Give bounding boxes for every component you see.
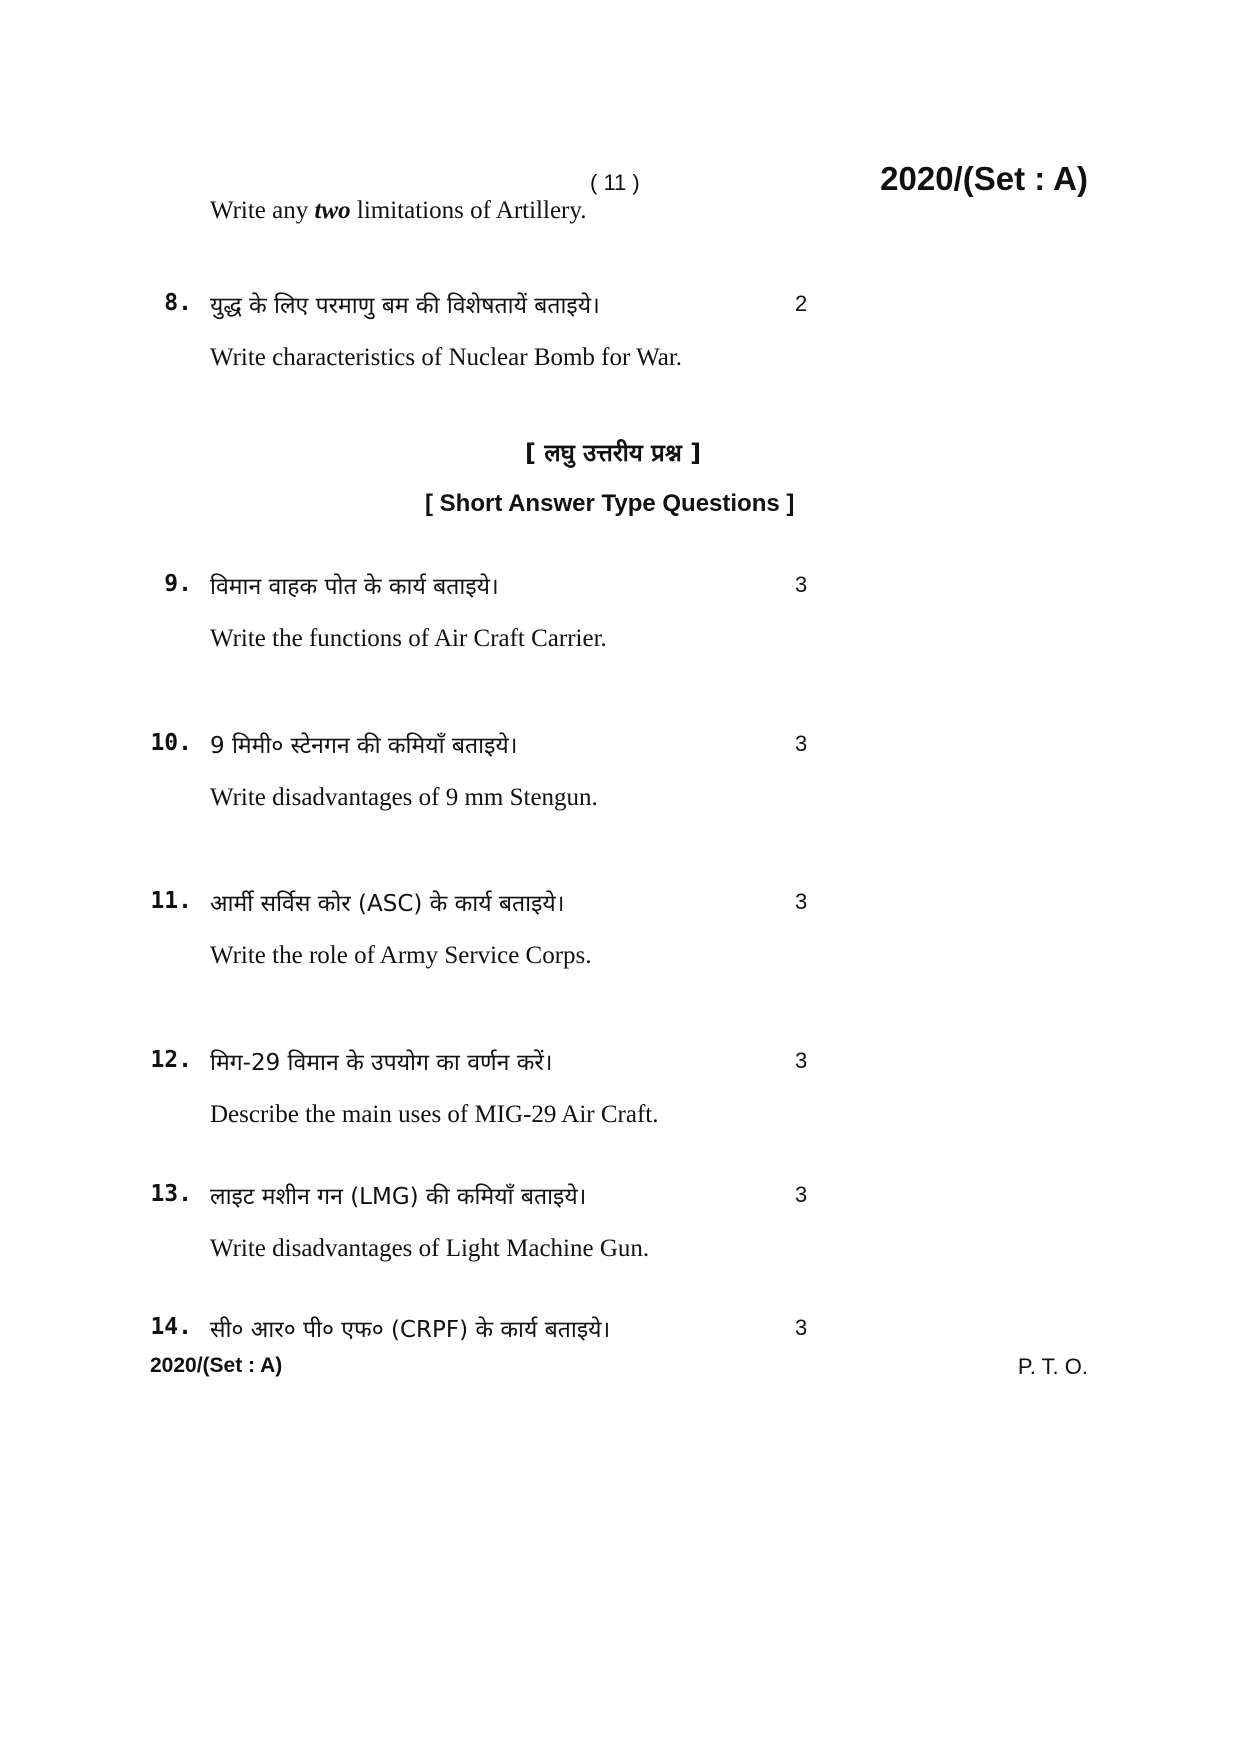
carryover-prefix: Write any [210,197,315,224]
question-number: 12. [150,1047,192,1073]
question-number: 13. [150,1181,192,1207]
section-heading-hindi: [ लघु उत्तरीय प्रश्न ] [525,439,702,467]
question-hindi: 9 मिमी० स्टेनगन की कमियाँ बताइये। [210,733,518,759]
question-hindi: आर्मी सर्विस कोर (ASC) के कार्य बताइये। [210,891,565,917]
section-heading-english: [ Short Answer Type Questions ] [425,490,795,517]
carryover-emphasis: two [314,197,351,224]
question-english: Write disadvantages of Light Machine Gun. [210,1235,650,1262]
question-hindi: युद्ध के लिए परमाणु बम की विशेषतायें बताइये। [210,293,600,319]
question-marks: 3 [795,1048,808,1073]
question-hindi: मिग-29 विमान के उपयोग का वर्णन करें। [210,1050,553,1076]
question-marks: 3 [795,889,808,914]
question-hindi: विमान वाहक पोत के कार्य बताइये। [210,574,499,600]
pto-label: P. T. O. [1017,1354,1088,1379]
question-english: Write disadvantages of 9 mm Stengun. [210,784,598,811]
question-marks: 3 [795,1182,808,1207]
question-number: 9. [164,571,192,597]
question-marks: 3 [795,731,808,756]
question-hindi: लाइट मशीन गन (LMG) की कमियाँ बताइये। [210,1184,587,1210]
question-english: Write the role of Army Service Corps. [210,942,592,969]
question-english: Write the functions of Air Craft Carrier. [210,625,607,652]
carryover-english [210,197,587,225]
question-hindi: सी० आर० पी० एफ० (CRPF) के कार्य बताइये। [210,1317,611,1343]
question-marks: 3 [795,572,808,597]
question-number: 14. [150,1314,192,1340]
carryover-suffix: limitations of Artillery. [350,197,587,224]
question-english: Write characteristics of Nuclear Bomb for War. [210,344,683,371]
question-number: 11. [150,888,192,914]
question-number: 10. [150,730,192,756]
question-number: 8. [164,290,192,316]
question-marks: 3 [795,1315,808,1340]
set-code-header: 2020/(Set : A) [880,160,1088,197]
page-number: ( 11 ) [590,170,640,195]
set-code-footer: 2020/(Set : A) [150,1354,283,1377]
question-english: Describe the main uses of MIG-29 Air Craft. [210,1101,659,1128]
question-marks: 2 [795,291,808,316]
